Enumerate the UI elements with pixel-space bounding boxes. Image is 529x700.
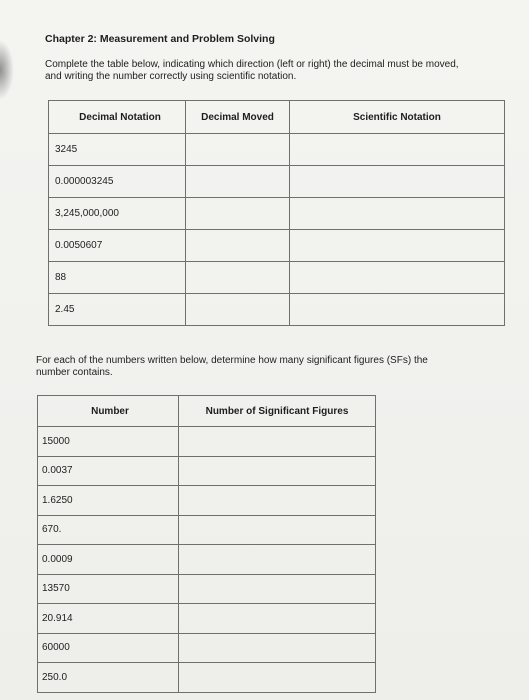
table-row [38,633,376,663]
sig-fig-answer-cell[interactable] [179,604,376,634]
decimal-moved-cell[interactable] [186,262,290,294]
header-significant-figures: Number of Significant Figures [179,396,376,427]
header-number: Number [38,396,179,427]
scientific-notation-cell[interactable] [290,134,505,166]
scientific-notation-table [48,100,505,326]
table-row [38,456,376,486]
decimal-notation-cell: 88 [49,262,186,294]
decimal-notation-cell: 0.000003245 [49,166,186,198]
table-row [49,166,505,198]
chapter-title: Chapter 2: Measurement and Problem Solving [45,33,275,45]
table-row [49,230,505,262]
instructions-2-line-1: For each of the numbers written below, determine how many significant figures (SFs) the [36,355,428,366]
header-decimal-notation: Decimal Notation [49,101,186,134]
number-cell: 20.914 [38,604,179,634]
page-edge-shadow [0,40,14,100]
decimal-notation-cell: 2.45 [49,294,186,326]
sig-fig-answer-cell[interactable] [179,486,376,516]
table-row [38,427,376,457]
scientific-notation-cell[interactable] [290,262,505,294]
scientific-notation-cell[interactable] [290,166,505,198]
table-row [49,198,505,230]
number-cell: 0.0009 [38,545,179,575]
number-cell: 15000 [38,427,179,457]
table-row [38,574,376,604]
number-cell: 1.6250 [38,486,179,516]
sig-fig-answer-cell[interactable] [179,545,376,575]
number-cell: 0.0037 [38,456,179,486]
decimal-notation-cell: 3245 [49,134,186,166]
table-row [49,134,505,166]
sig-fig-answer-cell[interactable] [179,574,376,604]
decimal-notation-cell: 3,245,000,000 [49,198,186,230]
sig-fig-answer-cell[interactable] [179,633,376,663]
decimal-moved-cell[interactable] [186,198,290,230]
table-header-row [38,396,376,427]
instructions-2-line-2: number contains. [36,367,113,378]
header-decimal-moved: Decimal Moved [186,101,290,134]
decimal-moved-cell[interactable] [186,230,290,262]
number-cell: 13570 [38,574,179,604]
table-row [38,663,376,693]
instructions-1-line-1: Complete the table below, indicating which direction (left or right) the decimal must be moved, [45,59,459,70]
scientific-notation-cell[interactable] [290,294,505,326]
instructions-1-line-2: and writing the number correctly using scientific notation. [45,71,297,82]
table-row [49,294,505,326]
table-row [38,545,376,575]
scientific-notation-cell[interactable] [290,198,505,230]
decimal-moved-cell[interactable] [186,294,290,326]
table-row [38,515,376,545]
decimal-notation-cell: 0.0050607 [49,230,186,262]
sig-fig-answer-cell[interactable] [179,456,376,486]
table-header-row [49,101,505,134]
number-cell: 250.0 [38,663,179,693]
table-row [38,604,376,634]
table-row [49,262,505,294]
number-cell: 60000 [38,633,179,663]
scientific-notation-cell[interactable] [290,230,505,262]
decimal-moved-cell[interactable] [186,166,290,198]
number-cell: 670. [38,515,179,545]
table-row [38,486,376,516]
sig-fig-answer-cell[interactable] [179,427,376,457]
header-scientific-notation: Scientific Notation [290,101,505,134]
sig-fig-answer-cell[interactable] [179,515,376,545]
decimal-moved-cell[interactable] [186,134,290,166]
significant-figures-table [37,395,376,693]
sig-fig-answer-cell[interactable] [179,663,376,693]
